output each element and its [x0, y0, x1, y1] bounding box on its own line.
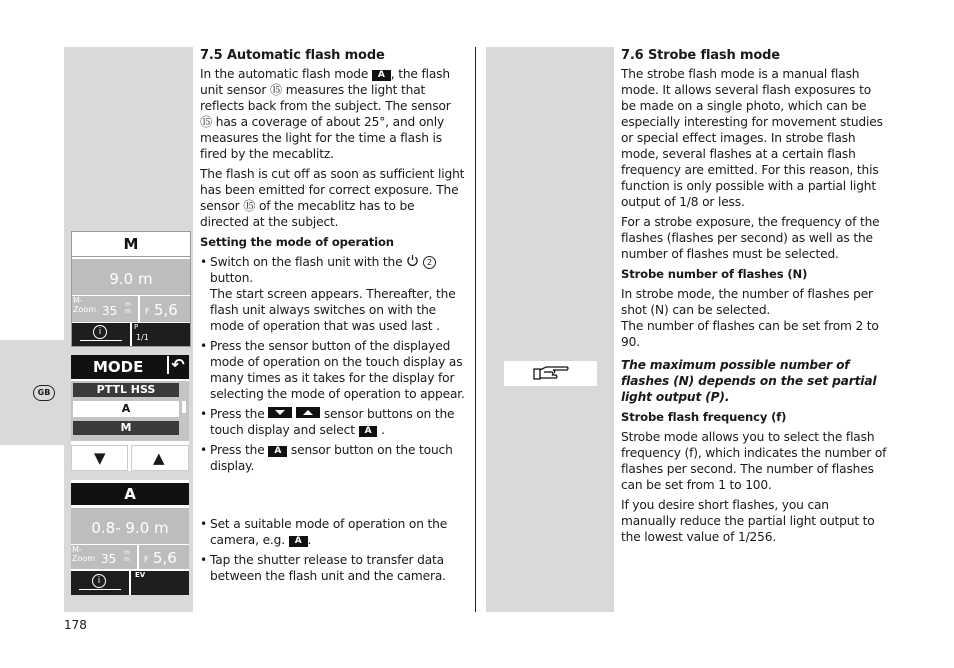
mode-a-badge: A [359, 426, 378, 437]
zoom-value-auto: 35 [101, 552, 117, 566]
paragraph-number-selectable: In strobe mode, the number of flashes per shot (N) can be selected. [621, 287, 873, 317]
zoom-unit [125, 301, 131, 315]
paragraph-strobe-frequency-number: For a strobe exposure, the frequency of the flashes (flashes per second) as well as the number of flashes must be selected. [621, 215, 880, 261]
text: sensor buttons on the touch display and select [210, 407, 455, 437]
mode-list-scrollbar[interactable] [182, 401, 186, 413]
back-icon[interactable]: ↶ [167, 356, 187, 374]
distance-range-readout: 0.8- 9.0 m [91, 519, 169, 537]
paragraph-number-range: The number of flashes can be set from 2 to 90. [621, 319, 879, 349]
zoom-label-line2: Zoom [73, 305, 97, 314]
exposure-correction-panel[interactable] [131, 571, 189, 595]
aperture-label-auto: F [144, 555, 149, 564]
step-set-camera [200, 516, 466, 548]
text: Press the [210, 443, 265, 457]
paragraph-short-flashes: If you desire short flashes, you can manually reduce the partial light output to the lowest value of 1/256. [621, 498, 875, 544]
zoom-label-auto-line2: Zoom [72, 554, 96, 563]
text: . [381, 423, 385, 437]
info-underline-auto [79, 589, 121, 590]
info-underline [80, 340, 122, 341]
mode-option-m[interactable]: M [73, 421, 179, 435]
right-text-column-lower [621, 357, 887, 549]
display-screen-auto [71, 480, 189, 595]
subheading-number-of-flashes: Strobe number of flashes (N) [621, 267, 808, 281]
step-press-a [200, 442, 466, 474]
mode-a-badge: A [372, 70, 391, 81]
mode-option-pttl-hss[interactable]: PTTL HSS [73, 383, 179, 397]
zoom-unit-auto-2: m [124, 556, 130, 563]
aperture-value: 5,6 [154, 301, 178, 319]
section-title-automatic-flash: 7.5 Automatic flash mode [200, 48, 385, 63]
mode-indicator-auto[interactable]: A [71, 483, 189, 505]
distance-readout: 9.0 m [109, 270, 153, 288]
paragraph-strobe-intro: The strobe flash mode is a manual flash mode. It allows several flash exposures to be made on a single photo, which can be especially interesting for movement studies or special effect images. In strobe flash mode, several flashes at a certain flash frequency are emitted. For this reason, this function is only possible with a partial light output of 1/8 or less. [621, 67, 883, 209]
mode-menu-header [71, 355, 189, 379]
paragraph-cut-off: The flash is cut off as soon as sufficient light has been emitted for correct exposure. The sensor ⑮ of the mecablitz has to be directed at the subject. [200, 167, 465, 229]
zoom-unit-auto-1: m [124, 549, 130, 556]
arrow-down-key-icon [268, 407, 292, 418]
column-divider [475, 47, 476, 612]
text: The start screen appears. Thereafter, the flash unit always switches on with the mode of operation that was used last . [210, 287, 456, 333]
arrow-down-icon: ▼ [94, 449, 106, 467]
zoom-label-line1: M- [73, 296, 83, 305]
text: Switch on the flash unit with the [210, 255, 403, 269]
paragraph-frequency-range: Strobe mode allows you to select the flash frequency (f), which indicates the number of flashes per second. The number of flashes can be set from 1 to 100. [621, 430, 887, 492]
paragraph-automatic-intro [200, 66, 466, 162]
right-text-column [621, 48, 887, 354]
partial-output-label: P [134, 323, 139, 331]
text: In the automatic flash mode [200, 67, 369, 81]
exposure-correction-label: EV [135, 571, 146, 579]
info-button[interactable] [72, 323, 130, 346]
mode-menu-title: MODE [93, 358, 144, 376]
display-screen-mode-menu [71, 355, 189, 471]
info-button-auto[interactable] [71, 571, 129, 595]
zoom-value: 35 [102, 304, 118, 318]
partial-output-panel[interactable] [132, 323, 190, 346]
section-title-strobe: 7.6 Strobe flash mode [621, 48, 780, 63]
zoom-unit-auto [124, 549, 130, 563]
reference-number-icon: 2 [423, 256, 436, 269]
step-select-a [200, 406, 466, 438]
distance-panel [72, 259, 190, 295]
power-icon [406, 254, 419, 267]
zoom-label-auto-line1: M- [72, 545, 82, 554]
text: . [307, 533, 312, 547]
mode-list [71, 381, 189, 441]
mode-option-a[interactable]: A [73, 401, 179, 417]
zoom-label [73, 296, 96, 314]
left-text-column-lower [200, 516, 466, 588]
mode-indicator[interactable]: M [72, 232, 190, 257]
text: , the flash unit sensor ⑮ measures the light that reflects back from the subject. The sensor ⑮ has a coverage of about 25°, and only measures the light for the time a flash is fired by the mecablitz. [200, 67, 451, 161]
info-icon: i [93, 325, 107, 339]
text: button. [210, 271, 254, 285]
text: Press the [210, 407, 265, 421]
step-tap-shutter: • Tap the shutter release to transfer data between the flash unit and the camera. [200, 552, 466, 584]
scroll-up-button[interactable] [131, 445, 189, 471]
arrow-up-icon: ▲ [153, 449, 165, 467]
subheading-setting-mode: Setting the mode of operation [200, 235, 394, 249]
text: sensor button on the touch display. [210, 443, 453, 473]
zoom-label-auto [72, 545, 95, 563]
zoom-unit-1: m [125, 301, 131, 308]
note-box [504, 361, 597, 386]
note-max-flashes: The maximum possible number of flashes (N) depends on the set partial light output (P). [621, 358, 877, 404]
info-icon-auto: i [92, 574, 106, 588]
arrow-up-key-icon [296, 407, 320, 418]
step-press-sensor: • Press the sensor button of the displayed mode of operation on the touch display as many times as it takes for the display for selecting the mode of operation to appear. [200, 338, 466, 402]
aperture-value-auto: 5,6 [153, 549, 177, 567]
subheading-flash-frequency: Strobe flash frequency (f) [621, 410, 787, 424]
zoom-unit-2: m [125, 308, 131, 315]
distance-panel-auto [71, 508, 189, 544]
side-tab-label: GB [33, 385, 55, 401]
display-screen-manual [71, 231, 191, 347]
left-text-column [200, 48, 466, 478]
mode-a-badge: A [289, 536, 308, 547]
aperture-label: F [145, 307, 150, 316]
scroll-down-button[interactable] [71, 445, 128, 471]
step-switch-on [200, 254, 466, 334]
page-number: 178 [64, 618, 87, 632]
partial-output-value: 1/1 [136, 333, 149, 342]
aperture-panel-auto[interactable] [139, 545, 189, 569]
right-margin-column [486, 47, 614, 612]
aperture-panel[interactable] [140, 296, 190, 322]
text: Set a suitable mode of operation on the camera, e.g. [210, 517, 448, 547]
zoom-panel-auto[interactable] [71, 545, 137, 569]
zoom-panel[interactable] [72, 296, 138, 322]
mode-a-badge: A [268, 446, 287, 457]
pointing-hand-icon [504, 361, 597, 386]
